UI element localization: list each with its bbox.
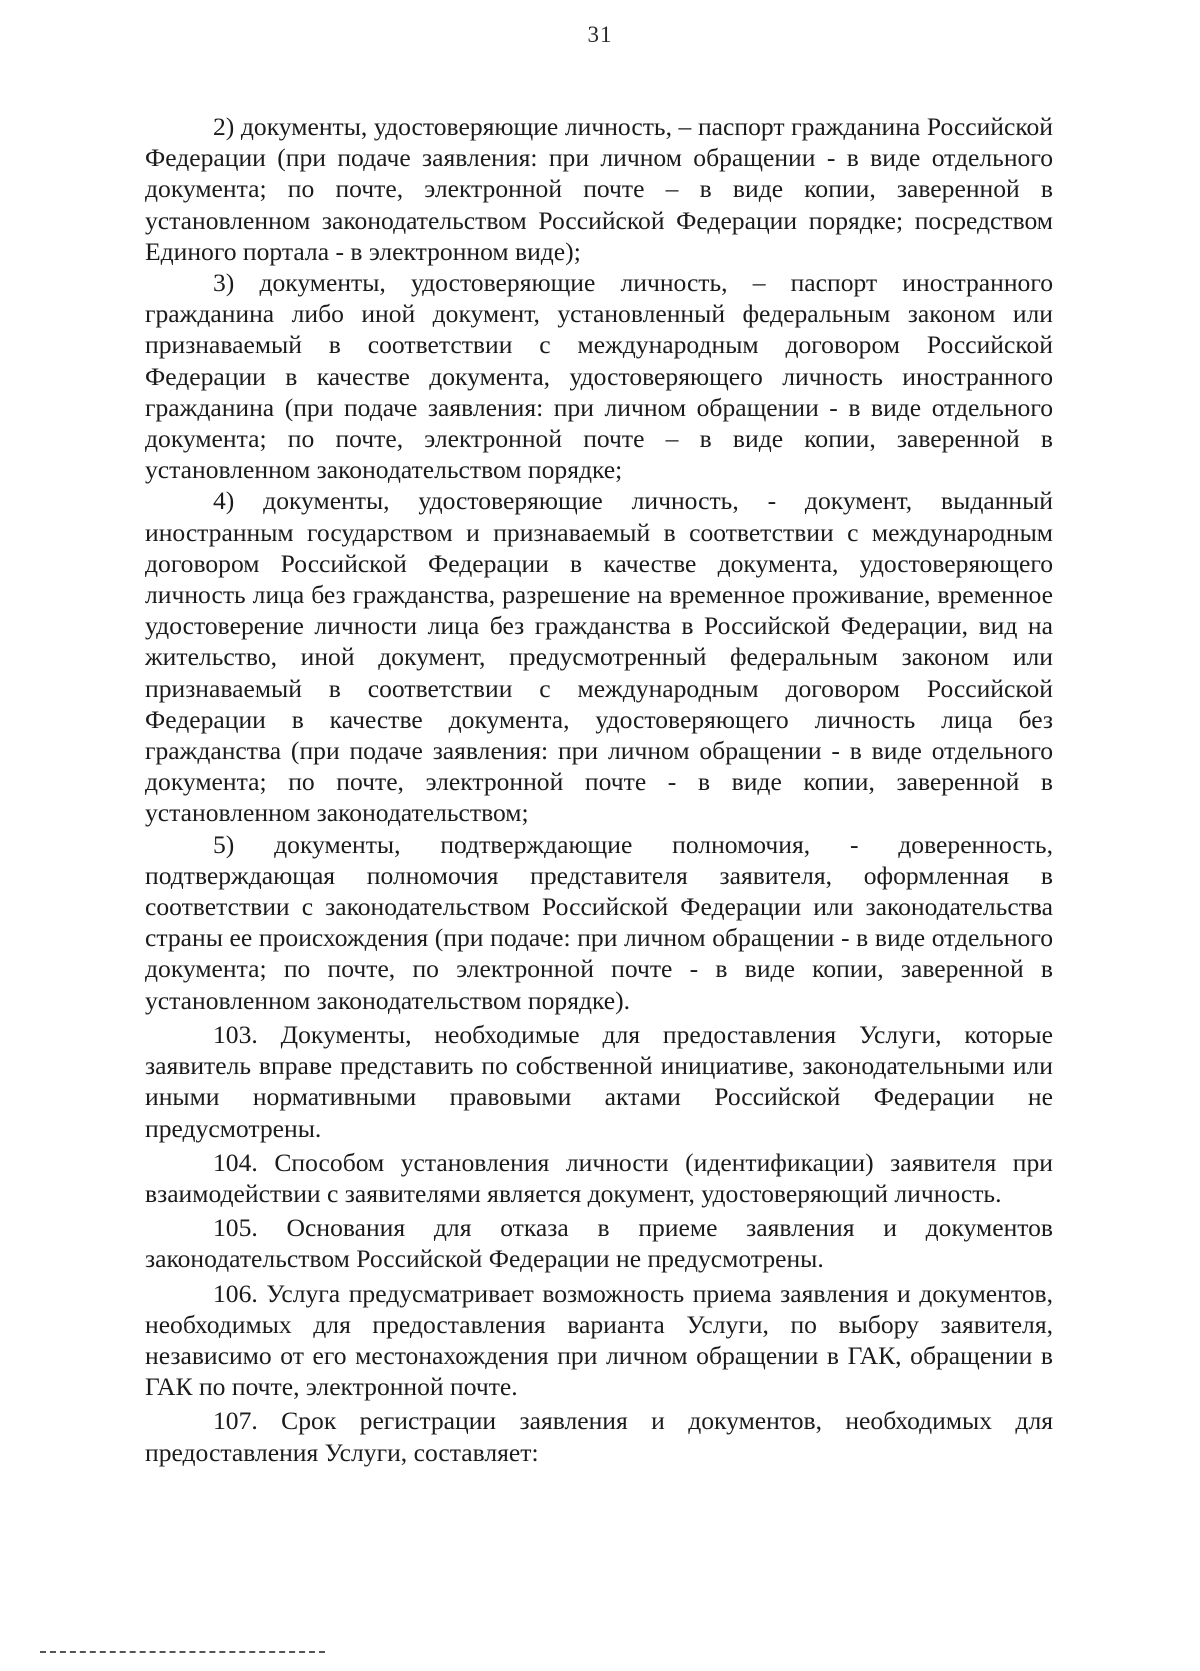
footer-divider: [40, 1651, 325, 1653]
paragraph-item-3: 3) документы, удостоверяющие личность, – паспорт иностранного гражданина либо иной документ, установленный федеральным законом или признаваемый в соответствии с международным договором Российской Федерации в качестве документа, удостоверяющего личность иностранного гражданина (при подаче заявления: при личном обращении - в виде отдельного документа; по почте, электронной почте – в виде копии, заверенной в установленном законодательством порядке;: [145, 268, 1053, 485]
paragraph-106: 106. Услуга предусматривает возможность приема заявления и документов, необходимых для предоставления варианта Услуги, по выбору заявителя, независимо от его местонахождения при личном обращении в ГАК, обращении в ГАК по почте, электронной почте.: [145, 1278, 1053, 1402]
paragraph-107: 107. Срок регистрации заявления и документов, необходимых для предоставления Услуги, составляет:: [145, 1406, 1053, 1467]
paragraph-item-5: 5) документы, подтверждающие полномочия, - доверенность, подтверждающая полномочия представителя заявителя, оформленная в соответствии с законодательством Российской Федерации или законодательства страны ее происхождения (при подаче: при личном обращении - в виде отдельного документа; по почте, по электронной почте - в виде копии, заверенной в установленном законодательством порядке).: [145, 829, 1053, 1015]
paragraph-105: 105. Основания для отказа в приеме заявления и документов законодательством Российской Федерации не предусмотрены.: [145, 1213, 1053, 1274]
paragraph-item-2: 2) документы, удостоверяющие личность, – паспорт гражданина Российской Федерации (при подаче заявления: при личном обращении - в виде отдельного документа; по почте, электронной почте – в виде копии, заверенной в установленном законодательством Российской Федерации порядке; посредством Единого портала - в электронном виде);: [145, 112, 1053, 266]
page-number: 31: [587, 22, 613, 47]
paragraph-104: 104. Способом установления личности (идентификации) заявителя при взаимодействии с заявителями является документ, удостоверяющий личность.: [145, 1147, 1053, 1208]
document-body: [145, 111, 1053, 1468]
paragraph-item-4: 4) документы, удостоверяющие личность, - документ, выданный иностранным государством и признаваемый в соответствии с международным договором Российской Федерации в качестве документа, удостоверяющего личность лица без гражданства, разрешение на временное проживание, временное удостоверение личности лица без гражданства в Российской Федерации, вид на жительство, иной документ, предусмотренный федеральным законом или признаваемый в соответствии с международным договором Российской Федерации в качестве документа, удостоверяющего личность лица без гражданства (при подаче заявления: при личном обращении - в виде отдельного документа; по почте, электронной почте - в виде копии, заверенной в установленном законодательством;: [145, 486, 1053, 828]
paragraph-103: 103. Документы, необходимые для предоставления Услуги, которые заявитель вправе представить по собственной инициативе, законодательными или иными нормативными правовыми актами Российской Федерации не предусмотрены.: [145, 1019, 1053, 1143]
